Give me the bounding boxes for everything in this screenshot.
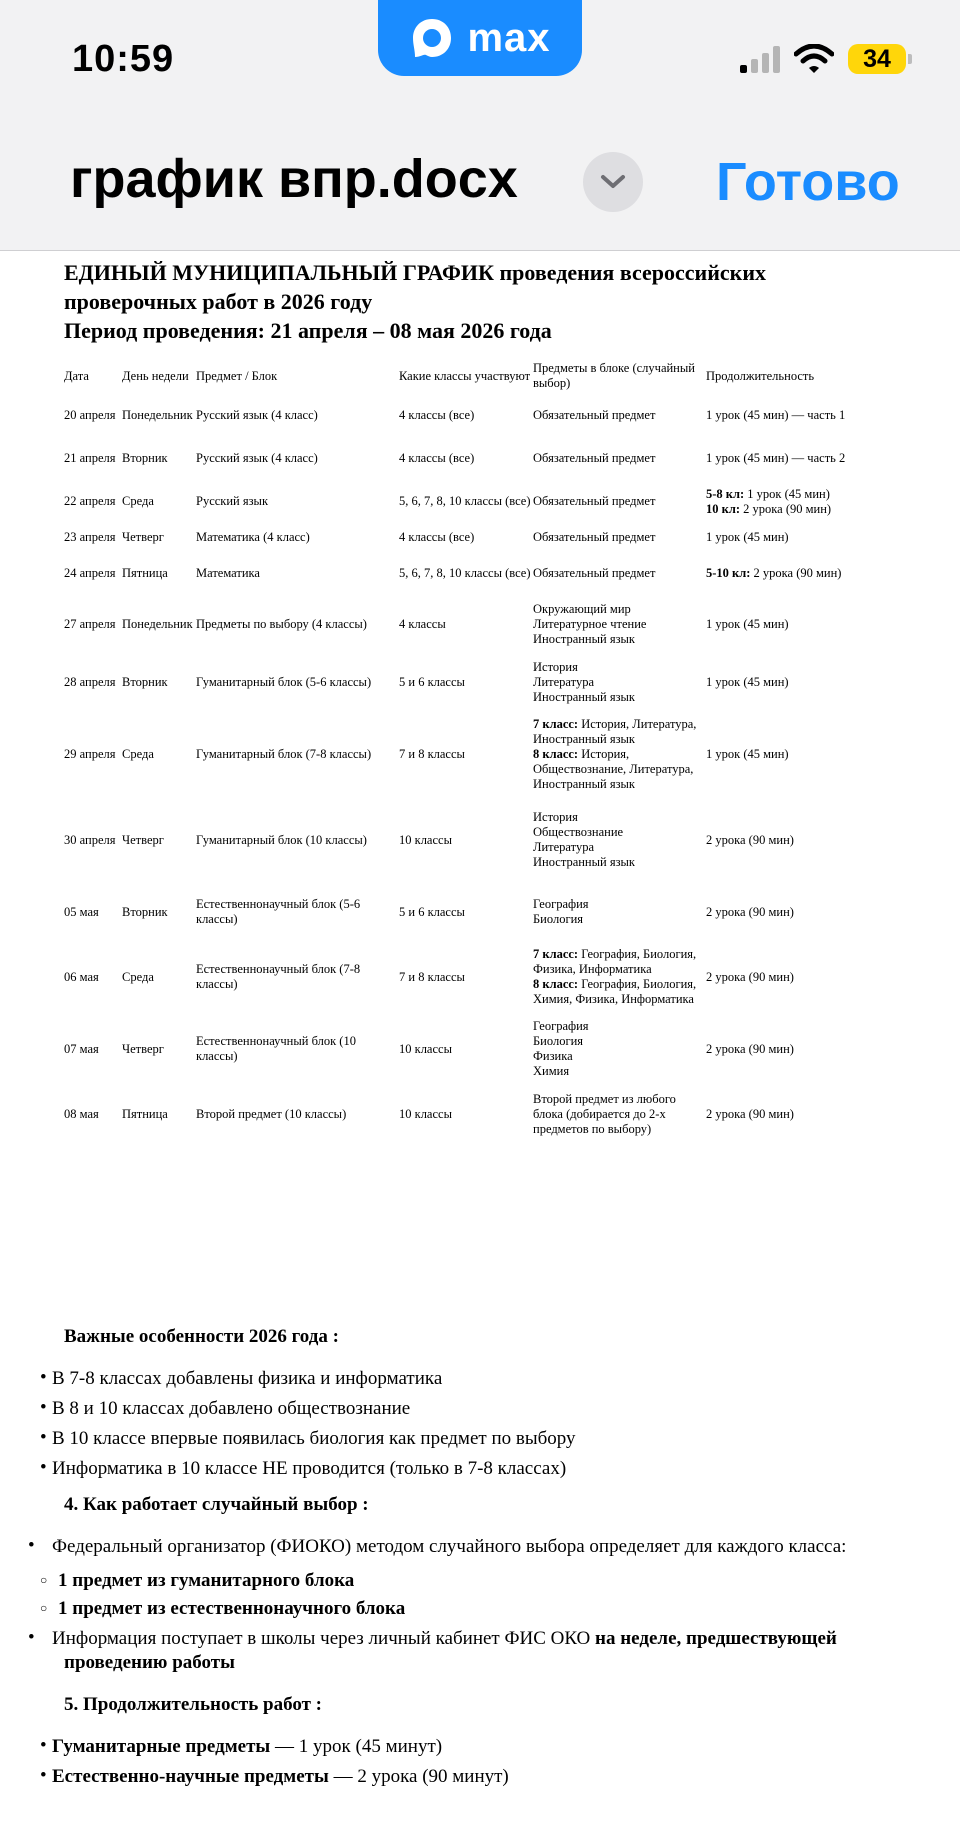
duration-line: 5-8 кл: 1 урок (45 мин) — [706, 486, 830, 501]
block-line: Иностранный язык — [533, 631, 635, 646]
row-block — [533, 480, 706, 523]
column-header: Какие классы участвуют — [399, 368, 531, 383]
battery-icon — [848, 44, 906, 74]
row-duration — [706, 883, 904, 941]
duration-line: 1 урок (45 мин) — [706, 530, 789, 544]
row-duration — [706, 437, 904, 480]
row-date: 07 мая — [64, 1041, 99, 1056]
block-line: География — [533, 897, 589, 911]
section4-sub-item: 1 предмет из естественнонаучного блока — [58, 1598, 406, 1619]
done-button[interactable]: Готово — [716, 152, 900, 212]
duration-bold: Естественно-научные предметы — [52, 1766, 329, 1787]
duration-bold: Гуманитарные предметы — [52, 1736, 271, 1757]
row-block — [533, 941, 706, 1013]
row-classes: 10 классы — [399, 1106, 452, 1121]
block-line: Иностранный язык — [533, 689, 635, 704]
row-classes: 4 классы (все) — [399, 408, 475, 422]
bullet-dot: • — [40, 1765, 47, 1786]
row-subject: Естественнонаучный блок (7-8 классы) — [196, 962, 361, 991]
list-item — [40, 1569, 900, 1593]
row-classes: 5, 6, 7, 8, 10 классы (все) — [399, 494, 531, 508]
block-line: Обязательный предмет — [533, 451, 656, 465]
row-day: Четверг — [122, 832, 164, 847]
notes-section — [28, 1325, 900, 1795]
row-day: Среда — [122, 969, 154, 984]
table-header-row — [64, 358, 904, 394]
table-row — [64, 480, 904, 523]
block-line: География — [533, 1019, 589, 1033]
row-day: Вторник — [122, 674, 168, 689]
battery-level: 34 — [863, 44, 891, 73]
row-subject: Русский язык (4 класс) — [196, 451, 318, 465]
row-block — [533, 797, 706, 883]
block-line: Обязательный предмет — [533, 408, 656, 422]
block-line: Биология — [533, 1034, 584, 1048]
block-line: Обязательный предмет — [533, 566, 656, 580]
row-date: 06 мая — [64, 969, 99, 984]
row-classes: 7 и 8 классы — [399, 746, 465, 761]
block-line: Обязательный предмет — [533, 530, 656, 544]
status-time: 10:59 — [72, 38, 175, 80]
app-name: max — [467, 15, 551, 60]
row-block — [533, 653, 706, 711]
app-indicator-pill[interactable] — [378, 0, 582, 76]
bullet-dot: • — [40, 1457, 47, 1478]
row-date: 28 апреля — [64, 674, 116, 689]
row-subject: Естественнонаучный блок (5-6 классы) — [196, 897, 361, 926]
duration-line: 1 урок (45 мин) — часть 2 — [706, 451, 846, 465]
circle-bullet-icon: ○ — [40, 1573, 48, 1587]
duration-line: 1 урок (45 мин) — [706, 616, 789, 631]
duration-line: 1 урок (45 мин) — [706, 746, 789, 761]
row-duration — [706, 653, 904, 711]
chevron-down-icon — [600, 174, 626, 190]
max-logo-icon — [409, 15, 455, 61]
table-row — [64, 394, 904, 437]
block-line: Литература — [533, 674, 594, 689]
row-classes: 5 и 6 классы — [399, 674, 465, 689]
row-block — [533, 1013, 706, 1085]
duration-line: 2 урока (90 мин) — [706, 1106, 794, 1121]
bullet-dot: • — [40, 1427, 47, 1448]
table-row — [64, 1085, 904, 1143]
row-duration — [706, 595, 904, 653]
row-date: 24 апреля — [64, 566, 116, 580]
circle-bullet-icon: ○ — [40, 1601, 48, 1615]
duration-line: 2 урока (90 мин) — [706, 1041, 794, 1056]
row-subject: Русский язык (4 класс) — [196, 408, 318, 422]
duration-rest: — 2 урока (90 минут) — [328, 1766, 509, 1787]
table-row — [64, 552, 904, 595]
list-item — [40, 1397, 900, 1421]
bullet-dot: • — [40, 1397, 47, 1418]
row-date: 29 апреля — [64, 746, 116, 761]
list-item — [40, 1457, 900, 1481]
block-line: 8 класс: История, Обществознание, Литература, Иностранный язык — [533, 746, 694, 791]
block-line: Обязательный предмет — [533, 494, 656, 508]
row-duration — [706, 1085, 904, 1143]
block-line: История — [533, 810, 578, 824]
feature-text: В 7-8 классах добавлены физика и информатика — [52, 1368, 443, 1389]
block-line: Второй предмет из любого блока (добирается до 2-х предметов по выбору) — [533, 1091, 676, 1136]
duration-line: 1 урок (45 мин) — [706, 674, 789, 689]
row-day: Среда — [122, 746, 154, 761]
heading-bold: ЕДИНЫЙ МУНИЦИПАЛЬНЫЙ ГРАФИК — [64, 260, 494, 285]
duration-line: 5-10 кл: 2 урока (90 мин) — [706, 566, 842, 580]
row-duration — [706, 480, 904, 523]
row-day: Вторник — [122, 904, 168, 919]
block-line: Литературное чтение — [533, 616, 647, 631]
row-block — [533, 437, 706, 480]
row-duration — [706, 797, 904, 883]
duration-line: 2 урока (90 мин) — [706, 904, 794, 919]
list-item — [40, 1735, 900, 1759]
row-date: 27 апреля — [64, 616, 116, 631]
block-line: Биология — [533, 912, 584, 926]
row-date: 21 апреля — [64, 451, 116, 465]
row-classes: 4 классы — [399, 616, 446, 631]
section4-sub-item: 1 предмет из гуманитарного блока — [58, 1570, 355, 1591]
top-bar — [0, 0, 960, 251]
column-header: Продолжительность — [706, 368, 815, 383]
list-item: • Информация поступает в школы через личный кабинет ФИС ОКО на неделе, предшествующей проведению работы — [28, 1627, 837, 1673]
row-day: Четверг — [122, 1041, 164, 1056]
block-line: Обществознание — [533, 825, 624, 839]
block-line: Литература — [533, 840, 594, 854]
table-row — [64, 711, 904, 797]
document-title: график впр.docx — [70, 149, 518, 209]
list-item: • Федеральный организатор (ФИОКО) методом случайного выбора определяет для каждого класса: — [28, 1535, 847, 1557]
column-header: День недели — [122, 368, 189, 383]
row-subject: Гуманитарный блок (10 классы) — [196, 832, 367, 847]
row-subject: Предметы по выбору (4 классы) — [196, 616, 367, 631]
wifi-icon — [794, 44, 834, 74]
table-row — [64, 523, 904, 552]
duration-line: 2 урока (90 мин) — [706, 969, 794, 984]
block-line: Физика — [533, 1049, 573, 1063]
table-row — [64, 437, 904, 480]
row-block — [533, 595, 706, 653]
row-block — [533, 523, 706, 552]
duration-line: 1 урок (45 мин) — часть 1 — [706, 408, 846, 422]
duration-line: 10 кл: 2 урока (90 мин) — [706, 501, 832, 516]
period-line: Период проведения: 21 апреля – 08 мая 2026 года — [64, 318, 552, 343]
list-item — [40, 1597, 900, 1621]
block-line: Иностранный язык — [533, 855, 635, 869]
row-subject: Математика (4 класс) — [196, 530, 310, 544]
row-date: 20 апреля — [64, 408, 116, 422]
row-day: Среда — [122, 494, 154, 508]
list-item — [40, 1765, 900, 1789]
table-row — [64, 595, 904, 653]
duration-rest: — 1 урок (45 минут) — [270, 1736, 443, 1757]
row-block — [533, 1085, 706, 1143]
row-subject: Второй предмет (10 классы) — [196, 1106, 347, 1121]
row-subject: Гуманитарный блок (7-8 классы) — [196, 746, 372, 761]
row-day: Понедельник — [122, 616, 193, 631]
row-day: Понедельник — [122, 408, 193, 422]
status-indicators — [740, 44, 906, 74]
row-duration — [706, 711, 904, 797]
schedule-table — [64, 358, 904, 1143]
cellular-signal-icon — [740, 45, 780, 73]
title-menu-button[interactable] — [583, 152, 643, 212]
row-subject: Естественнонаучный блок (10 классы) — [196, 1034, 356, 1063]
row-duration — [706, 941, 904, 1013]
row-classes: 5, 6, 7, 8, 10 классы (все) — [399, 566, 531, 580]
row-date: 23 апреля — [64, 530, 116, 544]
row-date: 08 мая — [64, 1106, 99, 1121]
schedule-body — [64, 394, 904, 1143]
row-block — [533, 552, 706, 595]
row-duration — [706, 1013, 904, 1085]
list-item — [40, 1427, 900, 1451]
row-classes: 10 классы — [399, 1041, 452, 1056]
table-row — [64, 797, 904, 883]
row-classes: 7 и 8 классы — [399, 969, 465, 984]
bullet-dot: • — [40, 1367, 47, 1388]
block-line: Окружающий мир — [533, 601, 631, 616]
features-list — [40, 1367, 900, 1481]
section4-info: Информация поступает в школы через личный кабинет ФИС ОКО — [52, 1628, 596, 1649]
row-classes: 5 и 6 классы — [399, 904, 465, 919]
bullet-dot: • — [40, 1735, 47, 1756]
row-subject: Русский язык — [196, 494, 269, 508]
section4-intro: Федеральный организатор (ФИОКО) методом случайного выбора определяет для каждого класса: — [52, 1536, 847, 1557]
row-subject: Математика — [196, 566, 260, 580]
list-item — [40, 1367, 900, 1391]
row-block — [533, 394, 706, 437]
row-duration — [706, 523, 904, 552]
row-date: 05 мая — [64, 904, 99, 919]
row-date: 30 апреля — [64, 832, 116, 847]
section4-info-bold: на неделе, предшествующей проведению работы — [64, 1628, 837, 1673]
document-heading — [64, 258, 904, 345]
block-line: История — [533, 659, 578, 674]
block-line: Химия — [533, 1064, 570, 1078]
section4-title: 4. Как работает случайный выбор : — [64, 1494, 369, 1515]
row-day: Пятница — [122, 566, 168, 580]
row-classes: 10 классы — [399, 832, 452, 847]
features-title: Важные особенности 2026 года : — [64, 1326, 339, 1347]
table-row — [64, 883, 904, 941]
row-day: Четверг — [122, 530, 164, 544]
block-line: 7 класс: География, Биология, Физика, Информатика — [533, 947, 697, 976]
row-date: 22 апреля — [64, 494, 116, 508]
row-classes: 4 классы (все) — [399, 530, 475, 544]
row-subject: Гуманитарный блок (5-6 классы) — [196, 674, 372, 689]
row-duration — [706, 552, 904, 595]
heading-rest: проведения всероссийских проверочных работ в 2026 году — [64, 260, 767, 314]
section5-title: 5. Продолжительность работ : — [64, 1694, 323, 1715]
feature-text: В 8 и 10 классах добавлено обществознание — [52, 1398, 411, 1419]
row-block — [533, 711, 706, 797]
column-header: Дата — [64, 368, 89, 383]
block-line: 8 класс: География, Биология, Химия, Физика, Информатика — [533, 977, 697, 1006]
column-header: Предмет / Блок — [196, 368, 278, 383]
row-day: Вторник — [122, 451, 168, 465]
row-block — [533, 883, 706, 941]
table-row — [64, 653, 904, 711]
table-row — [64, 1013, 904, 1085]
row-day: Пятница — [122, 1106, 168, 1121]
duration-line: 2 урока (90 мин) — [706, 832, 794, 847]
table-row — [64, 941, 904, 1013]
feature-text: В 10 классе впервые появилась биология как предмет по выбору — [52, 1428, 576, 1449]
block-line: 7 класс: История, Литература, Иностранный язык — [533, 716, 697, 746]
row-duration — [706, 394, 904, 437]
row-classes: 4 классы (все) — [399, 451, 475, 465]
feature-text: Информатика в 10 классе НЕ проводится (только в 7-8 классах) — [52, 1458, 567, 1479]
column-header: Предметы в блоке (случайный выбор) — [533, 361, 695, 390]
